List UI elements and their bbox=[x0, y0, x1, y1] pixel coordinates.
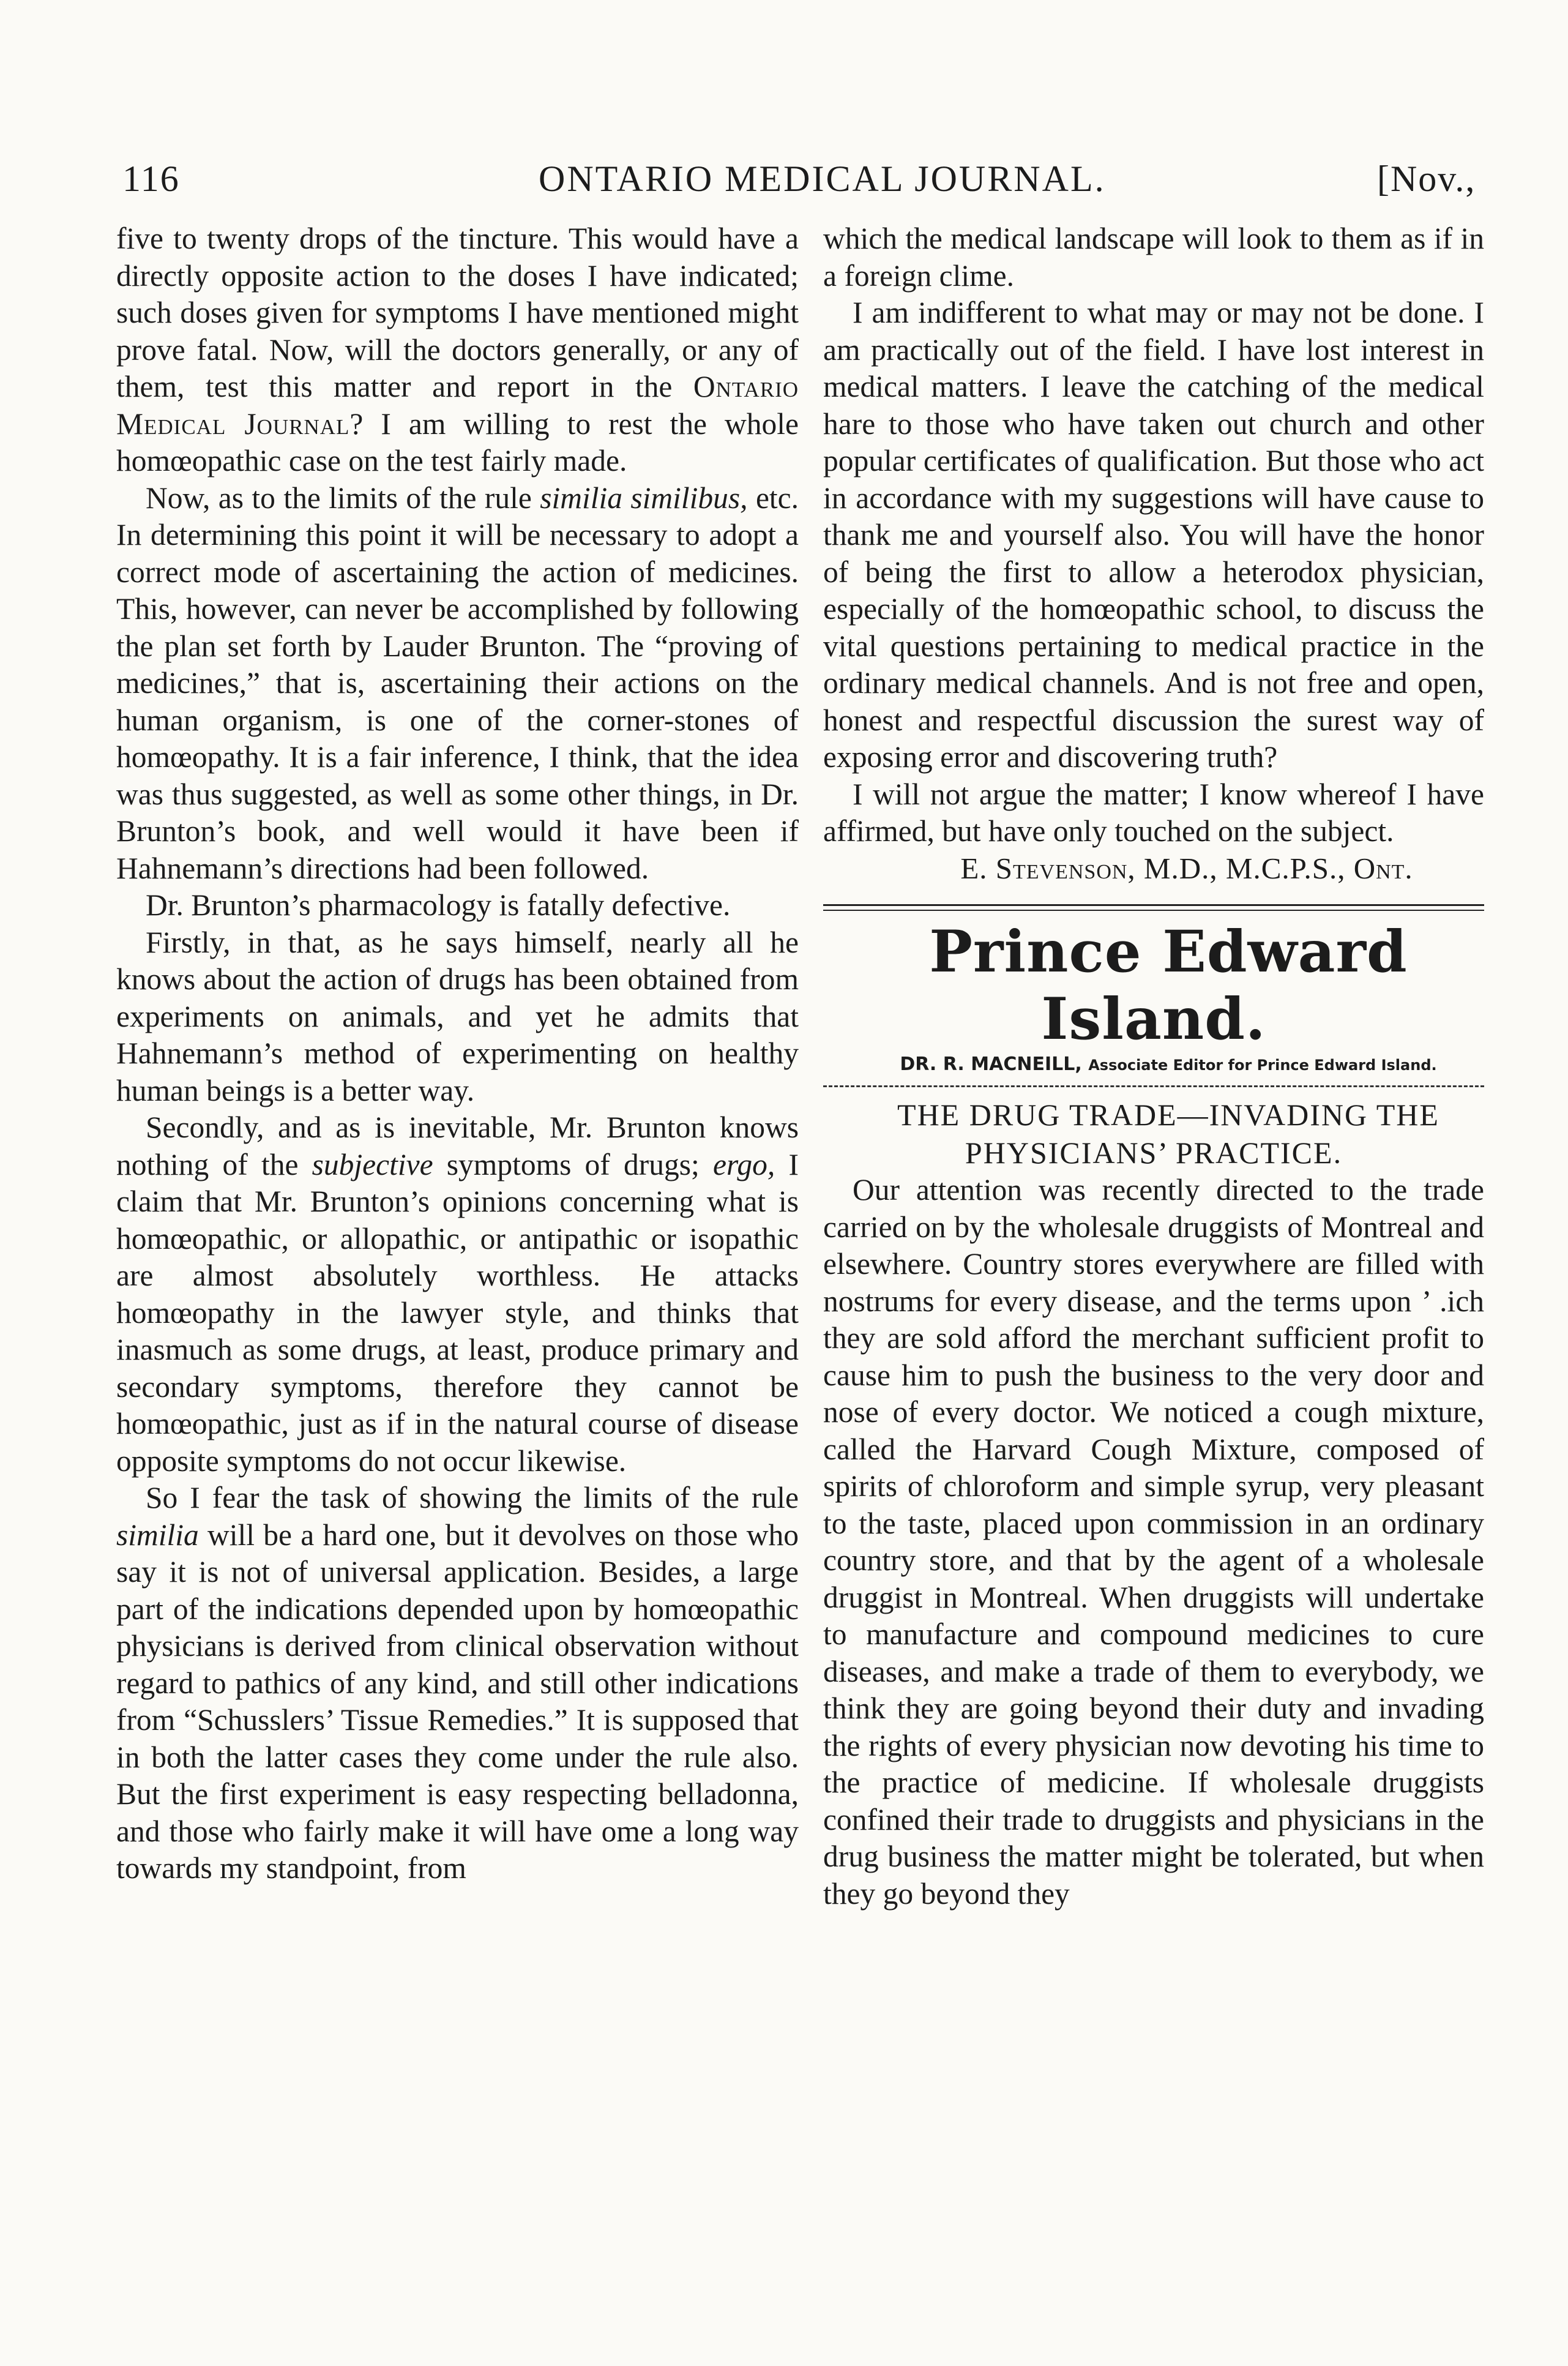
page-number: 116 bbox=[122, 159, 180, 199]
paragraph: five to twenty drops of the tincture. This would have a directly opposite action to the doses I have indicated; such doses given for symptoms I have mentioned might prove fatal. Now, will the doctors generally, or any of them, test this matter and report in the Ontario Medical Journal? I am willing to rest the whole homœopathic case on the test fairly made. bbox=[116, 222, 799, 477]
paragraph: Secondly, and as is inevitable, Mr. Brunton knows nothing of the subjective symptoms of drugs; ergo, I claim that Mr. Brunton’s opinions concerning what is homœopathic, or allopathic, or antipathic or isopathic are almost absolutely worthless. He attacks homœopathy in the lawyer style, and thinks that inasmuch as some drugs, at least, produce primary and secondary symptoms, therefore they cannot be homœopathic, just as if in the natural course of disease opposite symptoms do not occur likewise. bbox=[116, 1110, 799, 1478]
paragraph: Our attention was recently directed to the trade carried on by the wholesale druggists of Montreal and elsewhere. Country stores everywhere are filled with nostrums for every disease, and the terms upon ’ .ich they are sold afford the merchant sufficient profit to cause him to push the business to the very door and nose of every doctor. We noticed a cough mixture, called the Harvard Cough Mixture, composed of spirits of chloroform and simple syrup, very pleasant to the taste, placed upon commission in an ordinary country store, and that by the agent of a wholesale druggist in Montreal. When druggists will undertake to manufacture and compound medicines to cure diseases, and make a trade of them to everybody, we think they are going beyond their duty and invading the rights of every physician now devoting his time to the practice of medicine. If wholesale druggists confined their trade to druggists and physicians in the drug business the matter might be tolerated, but when they go beyond they bbox=[823, 1173, 1484, 1911]
issue-month: [Nov., bbox=[1377, 159, 1476, 199]
associate-editor-line: DR. R. MACNEILL, Associate Editor for Prince Edward Island. bbox=[900, 1054, 1437, 1075]
paragraph: Now, as to the limits of the rule similia similibus, etc. In determining this point it will be necessary to adopt a correct mode of ascertaining the action of medicines. This, however, can never be accomplished by following the plan set forth by Lauder Brunton. The “proving of medicines,” that is, ascertaining their actions on the human organism, is one of the corner-stones of homœopathy. It is a fair inference, I think, that the idea was thus suggested, as well as some other things, in Dr. Brunton’s book, and well would it have been if Hahnemann’s directions had been followed. bbox=[116, 481, 799, 885]
page-header bbox=[0, 158, 1568, 201]
paragraph: which the medical landscape will look to them as if in a foreign clime. bbox=[823, 222, 1484, 293]
left-column bbox=[116, 220, 799, 1887]
paragraph: Firstly, in that, as he says himself, nearly all he knows about the action of drugs has been obtained from experiments on animals, and yet he admits that Hahnemann’s method of experimenting on healthy human beings is a better way. bbox=[116, 925, 799, 1107]
article-title: THE DRUG TRADE—INVADING THE PHYSICIANS’ PRACTICE. bbox=[897, 1098, 1439, 1170]
paragraph: I will not argue the matter; I know whereof I have affirmed, but have only touched on the subject. bbox=[823, 777, 1484, 848]
paragraph: I am indifferent to what may or may not be done. I am practically out of the field. I have lost interest in medical matters. I leave the catching of the medical hare to those who have taken out church and other popular certificates of qualification. But those who act in accordance with my suggestions will have cause to thank me and yourself also. You will have the honor of being the first to allow a heterodox physician, especially of the homœopathic school, to discuss the vital questions pertaining to medical practice in the ordinary medical channels. And is not free and open, honest and respectful discussion the surest way of exposing error and discovering truth? bbox=[823, 296, 1484, 774]
journal-title: ONTARIO MEDICAL JOURNAL. bbox=[539, 159, 1106, 199]
paragraph: So I fear the task of showing the limits of the rule similia will be a hard one, but it devolves on those who say it is not of universal application. Besides, a large part of the indications depended upon by homœopathic physicians is derived from clinical observation without regard to pathics of any kind, and still other indications from “Schusslers’ Tissue Remedies.” It is supposed that in both the latter cases they come under the rule also. But the first experiment is easy respecting belladonna, and those who fairly make it will have ome a long way towards my standpoint, from bbox=[116, 1481, 799, 1885]
right-column bbox=[823, 220, 1484, 1912]
author-signature: E. Stevenson, M.D., M.C.P.S., Ont. bbox=[960, 851, 1413, 885]
dashed-divider bbox=[823, 1085, 1484, 1087]
section-title: Prince Edward Island. bbox=[929, 918, 1408, 1053]
paragraph: Dr. Brunton’s pharmacology is fatally defective. bbox=[146, 888, 731, 922]
section-divider bbox=[823, 904, 1484, 911]
journal-name: Ontario Medical Journal bbox=[116, 370, 799, 441]
